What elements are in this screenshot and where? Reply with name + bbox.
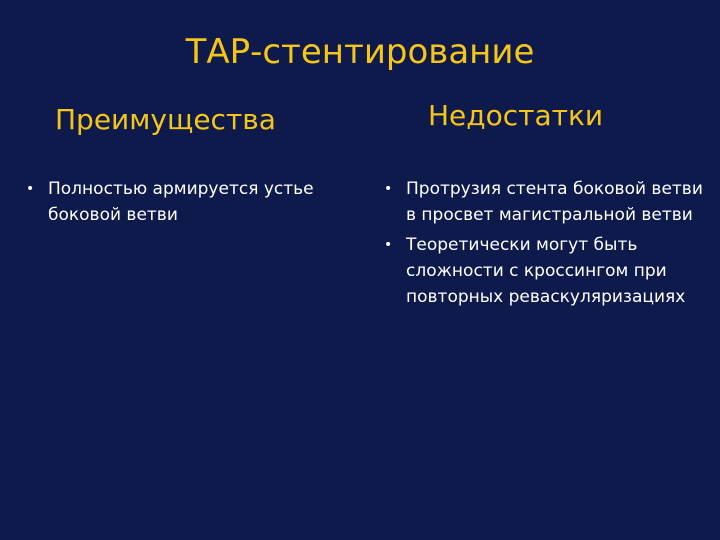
list-item	[22, 176, 367, 228]
advantage-text: Полностью армируется устье боковой ветви	[48, 179, 314, 225]
list-item	[380, 176, 710, 228]
disadvantage-text: Протрузия стента боковой ветви в просвет магистральной ветви	[406, 179, 703, 225]
disadvantages-heading: Недостатки	[428, 99, 604, 132]
slide-title: ТАР-стентирование	[185, 32, 535, 72]
disadvantages-list	[380, 176, 710, 314]
advantages-heading: Преимущества	[55, 103, 276, 136]
bullet-icon: •	[384, 181, 393, 197]
advantages-list	[22, 176, 367, 232]
disadvantage-text: Теоретически могут быть сложности с кроссингом при повторных реваскуляризациях	[406, 235, 686, 307]
list-item	[380, 232, 710, 310]
bullet-icon: •	[26, 181, 35, 197]
bullet-icon: •	[384, 237, 393, 253]
